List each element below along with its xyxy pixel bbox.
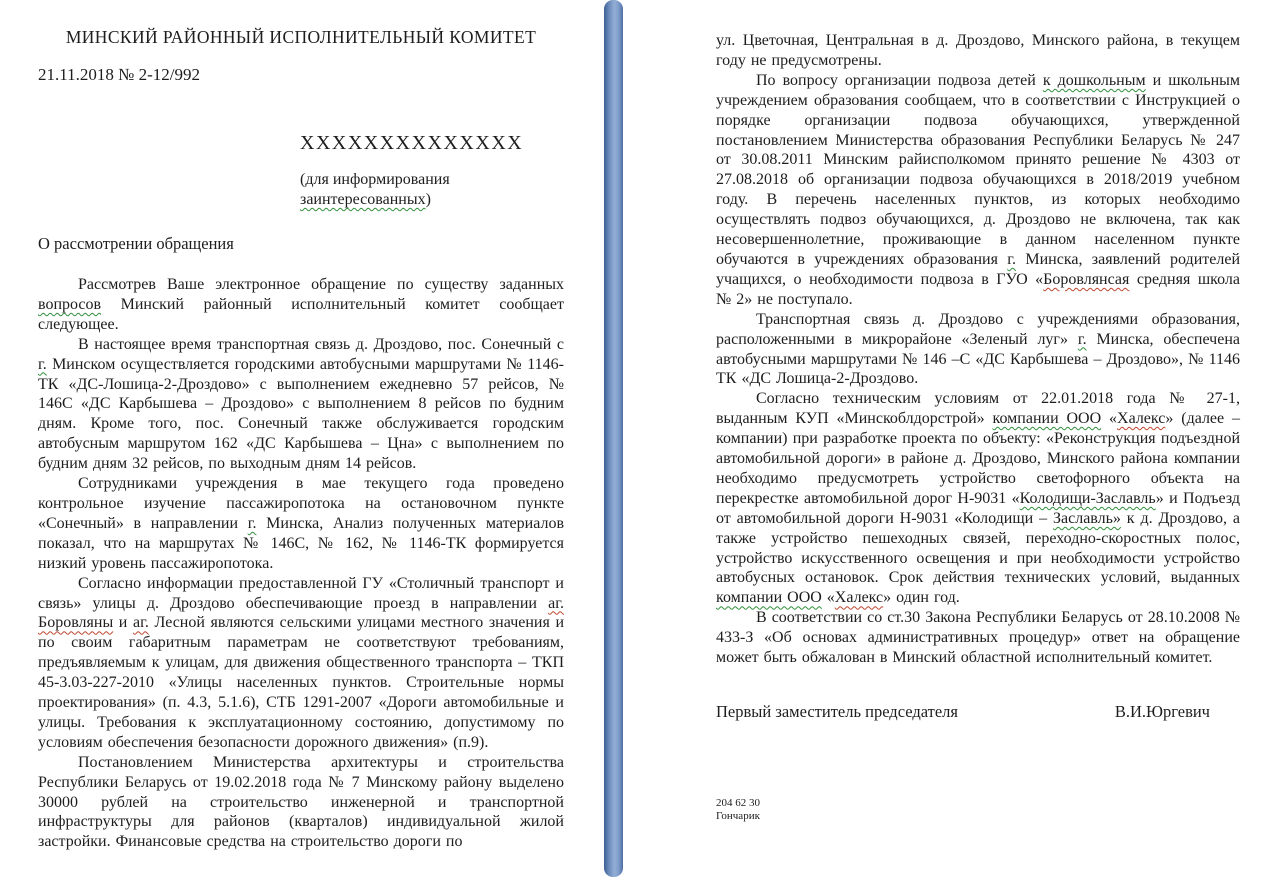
paragraph: Сотрудниками учреждения в мае текущего года проведено контрольное изучение пассажиропотока на остановочном пункте «Сонечный» в направлении г. Минска, Анализ полученных материалов показал, что на маршрутах № 146С, № 162, № 1146-ТК формируется низкий уровень пассажиропотока. bbox=[38, 475, 565, 572]
paragraph: (для информирования bbox=[300, 171, 450, 188]
paragraph: заинтересованных) bbox=[300, 191, 431, 208]
paragraph: В настоящее время транспортная связь д. Дроздово, пос. Сонечный с г. Минском осуществляется городскими автобусными маршрутами № 1146-ТК «ДС-Лошица-2-Дроздово» с выполнением ежедневно 57 рейсов, № 146С «ДС Карбышева – Дроздово» с выполнением 8 рейсов по будним дням. Кроме того, пос. Сонечный также обслуживается городским автобусным маршрутом 162 «ДС Карбышева – Цна» с выполнением по будним дням 32 рейсов, по выходным дням 14 рейсов. bbox=[38, 335, 564, 473]
spellcheck-green-underline: вопросов bbox=[38, 295, 102, 313]
letter-body-left bbox=[38, 275, 564, 852]
footer-phone: 204 62 30 bbox=[716, 797, 760, 809]
letter-body-right bbox=[716, 24, 1240, 668]
addressee-placeholder: ХХХХХХХХХХХХХХ bbox=[300, 132, 524, 154]
spellcheck-red-underline: аг. Боровляны bbox=[38, 594, 564, 632]
spellcheck-green-underline: Заславль» bbox=[1052, 509, 1121, 527]
paragraph: Постановлением Министерства архитектуры и строительства Республики Беларусь от 19.02.2018 года № 7 Минскому району выделено 30000 рублей на строительство инженерной и транспортной инфраструктуры для районов (кварталов) индивидуальной жилой застройки. Финансовые средства на строительство дороги по bbox=[38, 753, 564, 851]
addressee-note bbox=[300, 170, 564, 210]
paragraph: По вопросу организации подвоза детей к дошкольным и школьным учреждением образования сообщаем, что в соответствии с Инструкцией о порядке организации подвоза обучающихся, утвержденной постановлением Министерства образования Республики Беларусь № 247 от 30.08.2011 Минским райисполкомом принято решение № 4303 от 27.08.2018 об организации подвоза обучающихся в 2018/2019 учебном году. В перечень населенных пунктов, из которых необходимо осуществлять подвоз обучающихся, д. Дроздово не включена, так как несовершеннолетние, проживающие в данном населенном пункте обучаются в учреждениях образования г. Минска, заявлений родителей учащихся, о необходимости подвоза в ГУО «Боровлянсая средняя школа № 2» не поступало. bbox=[716, 71, 1241, 308]
footer-executor: Гончарик bbox=[716, 810, 760, 822]
paragraph: ул. Цветочная, Центральная в д. Дроздово, Минского района, в текущем году не предусмотрены. bbox=[716, 32, 1240, 69]
paragraph: Согласно информации предоставленной ГУ «Столичный транспорт и связь» улицы д. Дроздово обеспечивающие проезд в направлении аг. Боровляны и аг. Лесной являются сельскими улицами местного значения и по своим габаритным параметрам не соответствуют требованиям, предъявляемым к улицам, для движения общественного транспорта – ТКП 45-3.03-227-2010 «Улицы населенных пунктов. Строительные нормы проектирования» (п. 4.3, 5.1.6), СТБ 1291-2007 «Дороги автомобильные и улицы. Требования к эксплуатационному состоянию, допустимому по условиям обеспечения безопасности дорожного движения» (п.9). bbox=[38, 574, 565, 751]
subject-line: О рассмотрении обращения bbox=[38, 234, 234, 253]
spellcheck-green-underline: заинтересованных bbox=[300, 191, 426, 208]
executor-footer bbox=[716, 797, 760, 823]
addressee-block bbox=[300, 131, 564, 210]
spellcheck-green-underline: компании ООО bbox=[992, 410, 1102, 428]
paragraph: Рассмотрев Ваше электронное обращение по существу заданных вопросов Минский районный исполнительный комитет сообщает следующее. bbox=[38, 276, 564, 333]
spellcheck-green-underline: г. bbox=[38, 355, 47, 373]
spellcheck-red-underline: Халекс bbox=[1117, 410, 1166, 428]
spellcheck-green-underline: компании ООО bbox=[716, 589, 822, 607]
spellcheck-green-underline: г. bbox=[1007, 250, 1017, 268]
page-left bbox=[0, 0, 604, 877]
spellcheck-red-underline: аг. bbox=[132, 614, 149, 632]
page-right bbox=[623, 0, 1280, 877]
spellcheck-green-underline: г. bbox=[1077, 330, 1087, 348]
letterhead-title: МИНСКИЙ РАЙОННЫЙ ИСПОЛНИТЕЛЬНЫЙ КОМИТЕТ bbox=[65, 27, 537, 47]
signer-position: Первый заместитель председателя bbox=[716, 702, 958, 721]
signature-row bbox=[716, 701, 1240, 722]
spellcheck-red-underline: Боровлянсая bbox=[1043, 270, 1130, 288]
paragraph: В соответствии со ст.30 Закона Республики Беларусь от 28.10.2008 № 433-З «Об основах административных процедур» ответ на обращение может быть обжалован в Минский областной исполнительный комитет. bbox=[716, 609, 1240, 667]
paragraph: Транспортная связь д. Дроздово с учреждениями образования, расположенными в микрорайоне «Зеленый луг» г. Минска, обеспечена автобусными маршрутами № 146 –С «ДС Карбышева – Дроздово», № 1146 ТК «ДС Лошица-2-Дроздово. bbox=[716, 310, 1240, 388]
spellcheck-green-underline: г. bbox=[247, 514, 257, 532]
spellcheck-green-underline: к дошкольным bbox=[1042, 71, 1146, 89]
spellcheck-green-underline: Колодищи-Заславль bbox=[1019, 489, 1156, 507]
paragraph: Согласно техническим условиям от 22.01.2018 года № 27-1, выданным КУП «Минскоблдорстрой» компании ООО «Халекс» (далее – компании) при разработке проекта по объекту: «Реконструкция подъездной автомобильной дороги» в районе д. Дроздово, Минского района компании необходимо предусмотреть устройство светофорного объекта на перекрестке автомобильной дорог Н-9031 «Колодищи-Заславль» и Подъезд от автомобильной дороги Н-9031 «Колодищи – Заславль» к д. Дроздово, а также устройство пешеходных связей, переходно-скоростных полос, устройство искусственного освещения и при необходимости устройство автобусных остановок. Срок действия технических условий, выданных компании ООО «Халекс» один год. bbox=[716, 390, 1241, 607]
spellcheck-red-underline: Халекс bbox=[834, 589, 884, 607]
document-date-number: 21.11.2018 № 2-12/992 bbox=[38, 65, 200, 84]
signer-name: В.И.Юргевич bbox=[1114, 702, 1210, 721]
vertical-scrollbar[interactable] bbox=[604, 0, 623, 877]
